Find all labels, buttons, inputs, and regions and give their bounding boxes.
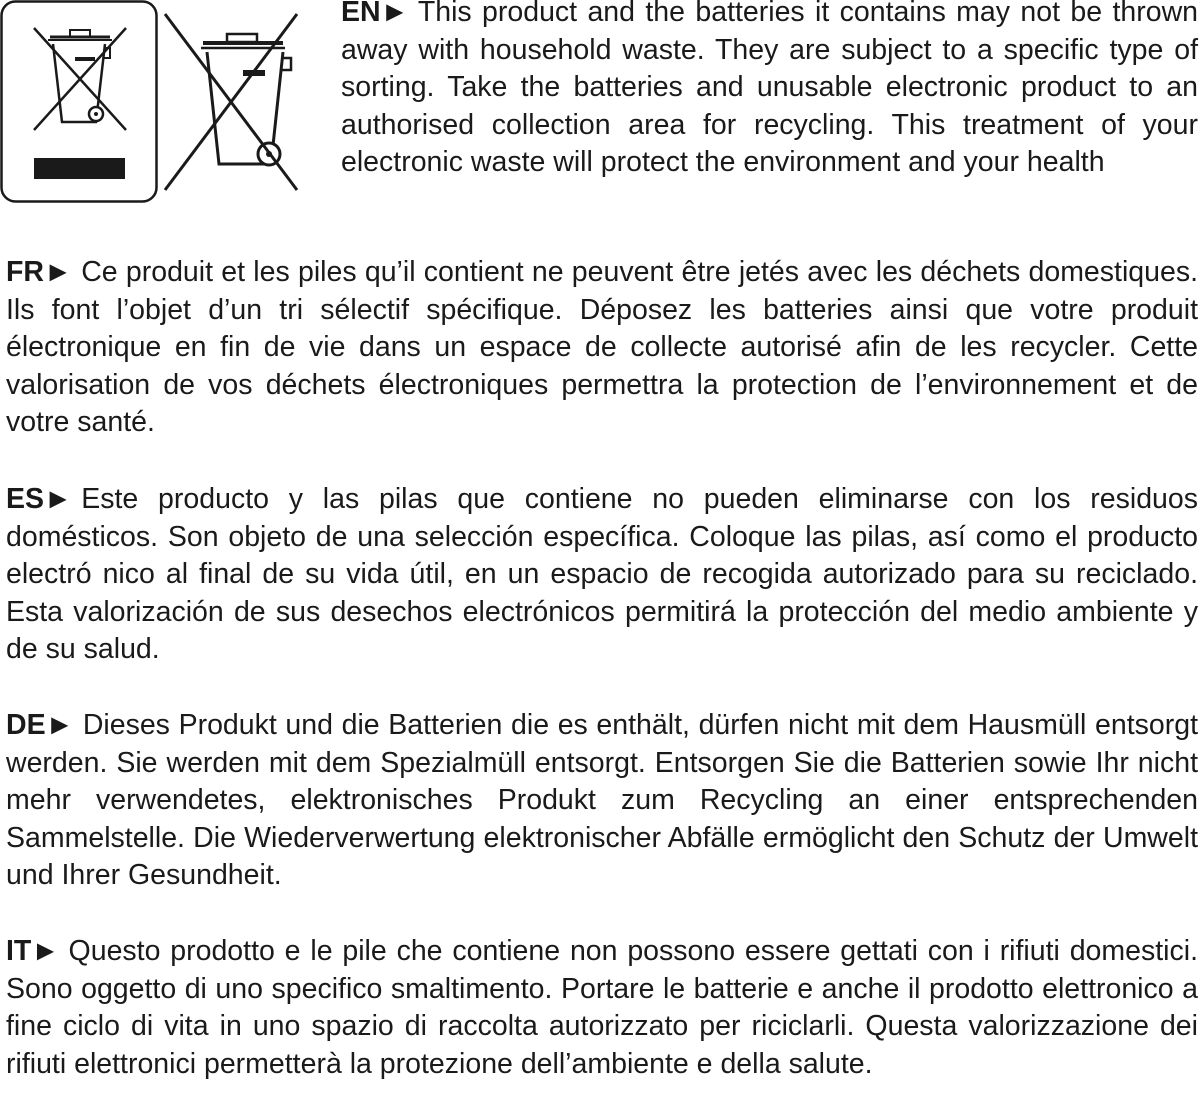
- language-code-es: ES►: [6, 483, 73, 515]
- language-code-de: DE►: [6, 709, 74, 741]
- weee-symbols: [0, 0, 305, 205]
- language-code-fr: FR►: [6, 256, 73, 288]
- paragraph-es: [6, 481, 1198, 669]
- paragraph-en: [341, 0, 1198, 182]
- paragraph-it: [6, 933, 1198, 1083]
- paragraph-text-de: Dieses Produkt und die Batterien die es enthält, dürfen nicht mit dem Hausmüll entsorgt werden. Sie werden mit dem Spezialmüll entsorgt. Entsorgen Sie die Batterien sowie Ihr nicht mehr verwendetes, elektronisches Produkt zum Recycling an einer entsprechenden Sammelstelle. Die Wiederverwertung elektronischer Abfälle ermöglicht den Schutz der Umwelt und Ihrer Gesundheit.: [6, 709, 1198, 891]
- paragraph-text-en: This product and the batteries it contains may not be thrown away with household waste. They are subject to a specific type of sorting. Take the batteries and unusable electronic product to an authorised collection area for recycling. This treatment of your electronic waste will protect the environment and your health: [341, 0, 1198, 178]
- paragraph-fr: [6, 254, 1198, 442]
- paragraph-text-es: Este producto y las pilas que contiene no pueden eliminarse con los residuos domésticos. Son objeto de una selección específica. Coloque las pilas, así como el producto electró nico al final de su vida útil, en un espacio de recogida autorizado para su reciclado. Esta valorización de sus desechos electrónicos permitirá la protección del medio ambiente y de su salud.: [6, 483, 1198, 665]
- paragraph-de: [6, 707, 1198, 895]
- language-code-en: EN►: [341, 0, 409, 28]
- language-code-it: IT►: [6, 935, 60, 967]
- paragraph-text-it: Questo prodotto e le pile che contiene non possono essere gettati con i rifiuti domestici. Sono oggetto di uno specifico smaltimento. Portare le batterie e anche il prodotto elettronico a fine ciclo di vita in uno spazio di raccolta autorizzato per riciclarli. Questa valorizzazione dei rifiuti elettronici permetterà la protezione dell’ambiente e della salute.: [6, 935, 1198, 1080]
- paragraph-text-fr: Ce produit et les piles qu’il contient ne peuvent être jetés avec les déchets domestiques. Ils font l’objet d’un tri sélectif spécifique. Déposez les batteries ainsi que votre produit électronique en fin de vie dans un espace de collecte autorisé afin de les recycler. Cette valorisation de vos déchets électroniques permettra la protection de l’environnement et de votre santé.: [6, 256, 1198, 438]
- crossed-out-wheelie-bin-boxed-icon: [0, 0, 158, 203]
- crossed-out-wheelie-bin-icon: [163, 12, 303, 198]
